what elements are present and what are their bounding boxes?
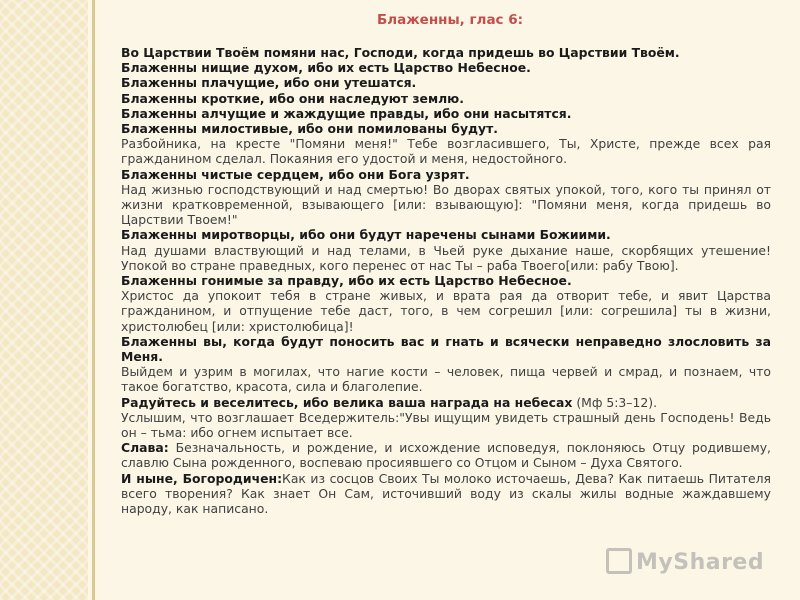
text-line: Христос да упокоит тебя в стране живых, и врата рая да отворит тебе, и явит Царства гражданином, и отпущение тебе даст, того, в чем согрешил [или: согрешила] ты в жизни, христолюбец [или: христолюбица]! <box>121 288 771 334</box>
decorative-divider <box>92 0 95 600</box>
theotokion-line: И ныне, Богородичен:Как из сосцов Своих Ты молоко источаешь, Дева? Как питаешь Питателя всего творения? Как знает Он Сам, источивший воду из скалы жилы водные жаждавшему народу, как написано. <box>121 470 772 517</box>
text-line: Выйдем и узрим в могилах, что нагие кости – человек, пища червей и смрад, и познаем, что такое богатство, красота, сила и благолепие. <box>121 364 771 395</box>
text-line: Над жизнью господствующий и над смертью! Во дворах святых упокой, того, кого ты принял от жизни кратковременной, взывающего [или: взывающую]: "Помяни меня, когда придешь во Царствии Твоем!" <box>121 181 771 228</box>
text-line: Блаженны миротворцы, ибо они будут наречены сынами Божиими. <box>121 227 611 243</box>
text-line: Услышим, что возглашает Вседержитель:"Увы ищущим увидеть страшный день Господень! Ведь он – тьма: ибо огнем испытает все. <box>121 409 771 441</box>
text-line: Блаженны гонимые за правду, ибо их есть Царство Небесное. <box>121 273 572 289</box>
text-line: Разбойника, на кресте "Помяни меня!" Тебе возгласившего, Ты, Христе, прежде всех рая гражданином сделал. Покаяния его удостой и меня, недостойного. <box>121 136 771 167</box>
watermark: MyShared <box>606 550 786 590</box>
decorative-left-band <box>0 0 88 600</box>
slide-content <box>121 45 771 516</box>
rejoice-line: Радуйтесь и веселитесь, ибо велика ваша награда на небесах (Мф 5:3–12). <box>121 394 658 410</box>
text-line: Блаженны кроткие, ибо они наследуют землю. <box>121 90 464 106</box>
glory-line: Слава: Безначальность, и рождение, и исхождение исповедуя, поклоняюсь Отцу родившему, славлю Сына рожденного, воспеваю просиявшего со Отцом и Сыном – Духа Святого. <box>121 440 771 471</box>
text-line: Блаженны вы, когда будут поносить вас и гнать и всячески неправедно злословить за Меня. <box>121 333 771 365</box>
slide-title: Блаженны, глас 6: <box>376 12 524 28</box>
watermark-icon <box>606 548 632 574</box>
text-line: Блаженны милостивые, ибо они помилованы будут. <box>121 121 499 137</box>
text-line: Блаженны алчущие и жаждущие правды, ибо они насытятся. <box>121 105 572 121</box>
text-line: Во Царствии Твоём помяни нас, Господи, когда придешь во Царствии Твоём. <box>121 45 680 60</box>
text-line: Блаженны чистые сердцем, ибо они Бога узрят. <box>121 166 470 182</box>
text-line: Блаженны плачущие, ибо они утешатся. <box>121 75 417 91</box>
text-line: Блаженны нищие духом, ибо их есть Царство Небесное. <box>121 60 531 76</box>
text-line: Над душами властвующий и над телами, в Чьей руке дыхание наше, скорбящих утешение! Упокой во стране праведных, кого перенес от нас Ты – раба Твоего[или: рабу Твою]. <box>121 242 771 273</box>
